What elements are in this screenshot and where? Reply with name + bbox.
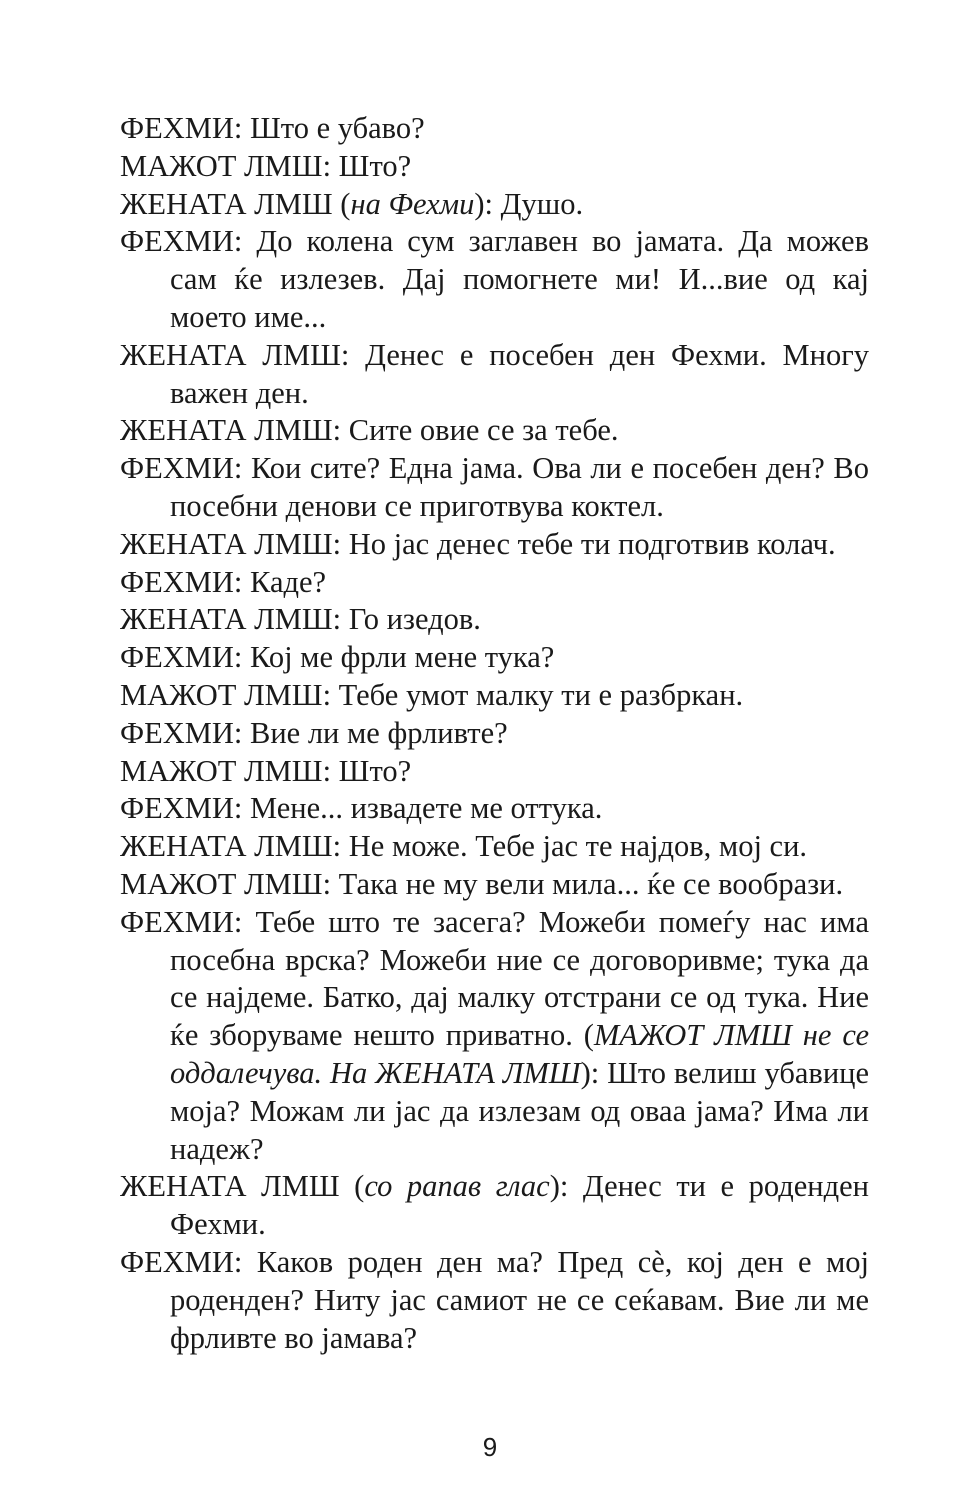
dialogue-line [120,753,869,791]
dialogue-line [120,904,869,1169]
dialogue-line [120,450,869,526]
speaker: ФЕХМИ: [120,904,243,939]
speaker: ФЕХМИ: [120,224,243,259]
dialogue-text: Го изедов. [348,602,481,637]
dialogue-line [120,337,869,413]
dialogue-text: Што? [338,148,412,183]
dialogue-text: Тебе умот малку ти е разбркан. [338,677,744,712]
speaker: МАЖОТ ЛМШ: [120,866,332,901]
stage-direction: на Фехми [350,186,475,221]
dialogue-text: Денес ти е роденден Фехми. [170,1169,870,1242]
dialogue-line [120,828,869,866]
speaker: ЖЕНАТА ЛМШ [120,1169,340,1204]
dialogue-text: Така не му вели мила... ќе се вообрази. [338,866,844,901]
page-body [120,110,869,1357]
dialogue-text: Каков роден ден ма? Пред сѐ, кој ден е мој роденден? Ниту јас самиот не се сеќавам. Вие ли ме фрливте во јамава? [170,1244,869,1355]
dialogue-line [120,564,869,602]
dialogue-text: Кои сите? Една јама. Ова ли е посебен ден? Во посебни денови се приготвува коктел. [170,451,869,523]
dialogue-line [120,639,869,677]
stage-direction: со рапав глас [364,1169,550,1204]
dialogue-line [120,412,869,450]
dialogue-text: Но јас денес тебе ти подготвив колач. [348,526,836,561]
speaker: ЖЕНАТА ЛМШ: [120,413,342,448]
paren-open: ( [340,186,351,221]
dialogue-text: Кој ме фрли мене тука? [250,640,555,675]
dialogue-line [120,186,869,224]
dialogue-text: Денес е посебен ден Фехми. Многу важен ден. [170,337,870,410]
dialogue-line [120,1244,869,1357]
speaker: ЖЕНАТА ЛМШ [120,186,333,221]
paren-close: ): [474,186,494,221]
speaker: ЖЕНАТА ЛМШ: [120,526,342,561]
dialogue-line [120,148,869,186]
dialogue-line [120,1168,869,1244]
dialogue-text: Мене... извадете ме оттука. [250,791,603,826]
speaker: МАЖОТ ЛМШ: [120,148,332,183]
dialogue-line [120,790,869,828]
paren-open: ( [354,1169,365,1204]
speaker: ЖЕНАТА ЛМШ: [120,829,342,864]
dialogue-line [120,223,869,336]
speaker: ЖЕНАТА ЛМШ: [120,602,342,637]
speaker: ФЕХМИ: [120,564,243,599]
dialogue-text: ): Што велиш убавице моја? Можам ли јас да излезам од оваа јама? Има ли надеж? [170,1055,869,1166]
speaker: МАЖОТ ЛМШ: [120,753,332,788]
speaker: ЖЕНАТА ЛМШ: [120,337,350,372]
dialogue-line [120,677,869,715]
dialogue-line [120,601,869,639]
dialogue-line [120,715,869,753]
dialogue-line [120,866,869,904]
speaker: ФЕХМИ: [120,640,243,675]
dialogue-text: До колена сум заглавен во јамата. Да можев сам ќе излезев. Дај помогнете ми! И...вие од кај моето име... [170,224,869,334]
speaker: ФЕХМИ: [120,715,243,750]
dialogue-text: Што е убаво? [250,111,425,145]
page-number: 9 [482,1432,498,1462]
dialogue-text: Сите овие се за тебе. [348,413,619,448]
speaker: ФЕХМИ: [120,111,243,145]
dialogue-text: Душо. [500,186,584,221]
dialogue-text: Тебе што те засега? Можеби помеѓу нас има посебна врска? Можеби ние се договоривме; тука да се најдеме. Батко, дај малку отстрани се од тука. Ние ќе зборуваме нешто приватно. ( [170,904,869,1053]
speaker: ФЕХМИ: [120,1244,243,1279]
speaker: ФЕХМИ: [120,791,243,826]
paren-close: ): [549,1169,569,1204]
dialogue-text: Што? [338,753,412,788]
dialogue-line [120,110,869,148]
dialogue-text: Вие ли ме фрливте? [250,715,508,750]
stage-direction: МАЖОТ ЛМШ не се оддалечува. На ЖЕНАТА ЛМШ [170,1018,869,1090]
dialogue-line [120,526,869,564]
speaker: МАЖОТ ЛМШ: [120,677,332,712]
dialogue-text: Не може. Тебе јас те најдов, мој си. [348,829,808,864]
dialogue-text: Каде? [250,564,327,599]
speaker: ФЕХМИ: [120,451,243,486]
